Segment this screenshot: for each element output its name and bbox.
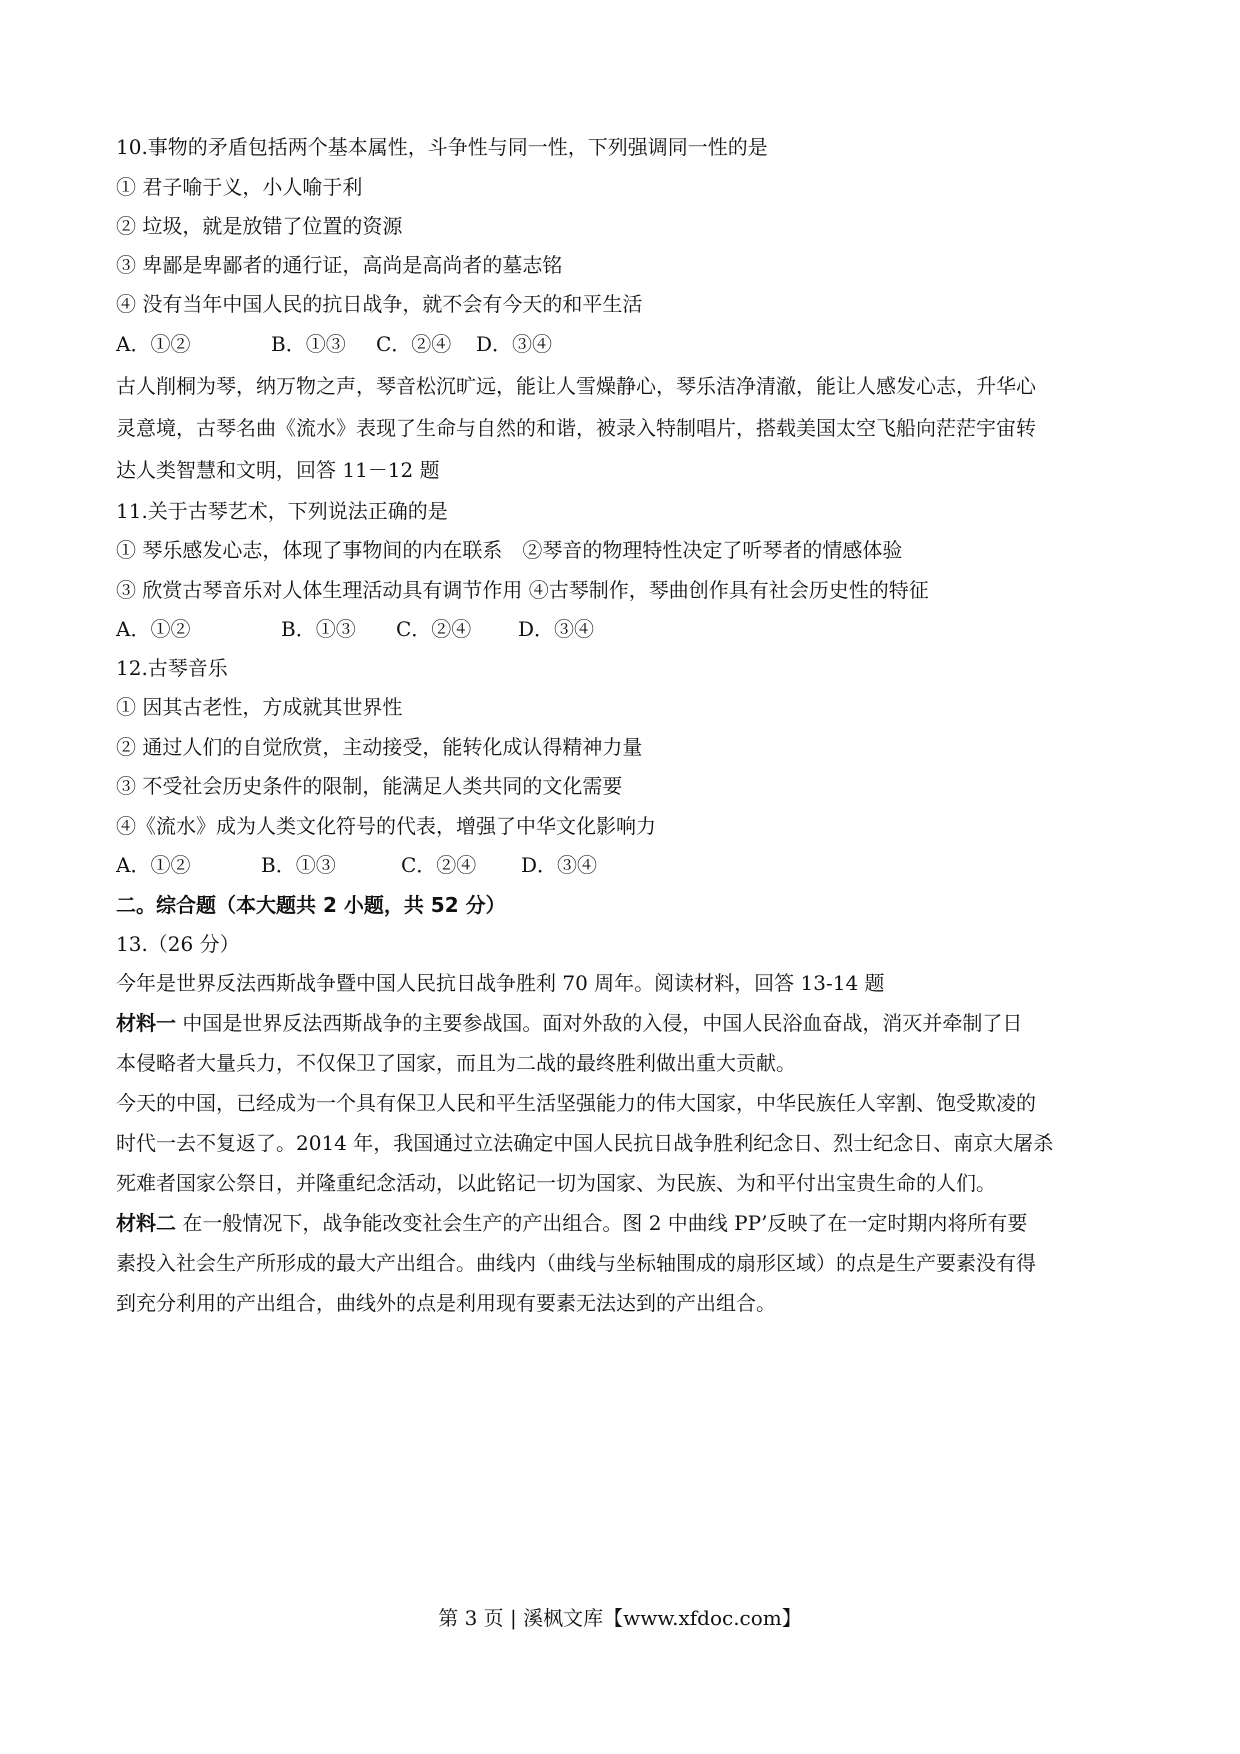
q10-option-a: A．①② (116, 332, 191, 356)
q11-option-a: A．①② (116, 617, 191, 641)
q11-option-c: C．②④ (396, 617, 472, 641)
q12-option-b: B．①③ (261, 853, 336, 877)
q10-item-4: ④ 没有当年中国人民的抗日战争，就不会有今天的和平生活 (116, 292, 643, 316)
q11-options (116, 617, 594, 641)
q12-item-3: ③ 不受社会历史条件的限制，能满足人类共同的文化需要 (116, 774, 623, 798)
q13-stem: 13.（26 分） (116, 932, 240, 956)
material-2-line-2: 素投入社会生产所形成的最大产出组合。曲线内（曲线与坐标轴围成的扇形区域）的点是生产要素没有得 (116, 1251, 1036, 1275)
q10-stem: 10.事物的矛盾包括两个基本属性，斗争性与同一性，下列强调同一性的是 (116, 135, 768, 159)
q12-options (116, 853, 597, 877)
material-1-line-1 (116, 1011, 1022, 1035)
material-1-label: 材料一 (116, 1011, 176, 1035)
material-1-line-2: 本侵略者大量兵力，不仅保卫了国家，而且为二战的最终胜利做出重大贡献。 (116, 1051, 796, 1075)
material-2-text-1: 在一般情况下，战争能改变社会生产的产出组合。图 2 中曲线 PP’反映了在一定时期内将所有要 (182, 1211, 1028, 1235)
material-2-line-3: 到充分利用的产出组合，曲线外的点是利用现有要素无法达到的产出组合。 (116, 1291, 776, 1315)
q12-option-c: C．②④ (401, 853, 477, 877)
material-1-text-1: 中国是世界反法西斯战争的主要参战国。面对外敌的入侵，中国人民浴血奋战，消灭并牵制了日 (182, 1011, 1023, 1035)
q11-option-d: D．③④ (518, 617, 595, 641)
q12-item-2: ② 通过人们的自觉欣赏，主动接受，能转化成认得精神力量 (116, 735, 643, 759)
passage-line-2: 灵意境，古琴名曲《流水》表现了生命与自然的和谐，被录入特制唱片，搭载美国太空飞船向茫茫宇宙转 (116, 416, 1036, 440)
page-footer: 第 3 页 | 溪枫文库【www.xfdoc.com】 (438, 1606, 802, 1630)
q10-item-3: ③ 卑鄙是卑鄙者的通行证，高尚是高尚者的墓志铭 (116, 253, 563, 277)
material-2-label: 材料二 (116, 1211, 176, 1235)
q12-stem: 12.古琴音乐 (116, 656, 228, 680)
q10-option-d: D．③④ (476, 332, 553, 356)
material-1-line-4: 时代一去不复返了。2014 年，我国通过立法确定中国人民抗日战争胜利纪念日、烈士纪念日、南京大屠杀 (116, 1131, 1054, 1155)
q10-item-2: ② 垃圾，就是放错了位置的资源 (116, 214, 403, 238)
q11-option-b: B．①③ (281, 617, 356, 641)
q10-options (116, 332, 552, 356)
material-1-line-3: 今天的中国，已经成为一个具有保卫人民和平生活坚强能力的伟大国家，中华民族任人宰割、饱受欺凌的 (116, 1091, 1036, 1115)
q10-item-1: ① 君子喻于义，小人喻于利 (116, 175, 363, 199)
q11-items-2: ③ 欣赏古琴音乐对人体生理活动具有调节作用 ④古琴制作，琴曲创作具有社会历史性的特征 (116, 578, 929, 602)
q12-item-1: ① 因其古老性，方成就其世界性 (116, 695, 403, 719)
q11-stem: 11.关于古琴艺术，下列说法正确的是 (116, 499, 448, 523)
q13-intro: 今年是世界反法西斯战争暨中国人民抗日战争胜利 70 周年。阅读材料，回答 13-14 题 (116, 971, 885, 995)
passage-line-3: 达人类智慧和文明，回答 11－12 题 (116, 458, 440, 482)
material-1-line-5: 死难者国家公祭日，并隆重纪念活动，以此铭记一切为国家、为民族、为和平付出宝贵生命的人们。 (116, 1171, 996, 1195)
q12-option-d: D．③④ (521, 853, 598, 877)
q11-items-1: ① 琴乐感发心志，体现了事物间的内在联系 ②琴音的物理特性决定了听琴者的情感体验 (116, 538, 903, 562)
q10-option-b: B．①③ (271, 332, 346, 356)
q12-option-a: A．①② (116, 853, 191, 877)
q10-option-c: C．②④ (376, 332, 452, 356)
section-2-heading: 二。综合题（本大题共 2 小题，共 52 分） (116, 893, 506, 917)
material-2-line-1 (116, 1211, 1027, 1235)
passage-line-1: 古人削桐为琴，纳万物之声，琴音松沉旷远，能让人雪燥静心，琴乐洁净清澈，能让人感发心志，升华心 (116, 374, 1036, 398)
q12-item-4: ④《流水》成为人类文化符号的代表，增强了中华文化影响力 (116, 814, 656, 838)
